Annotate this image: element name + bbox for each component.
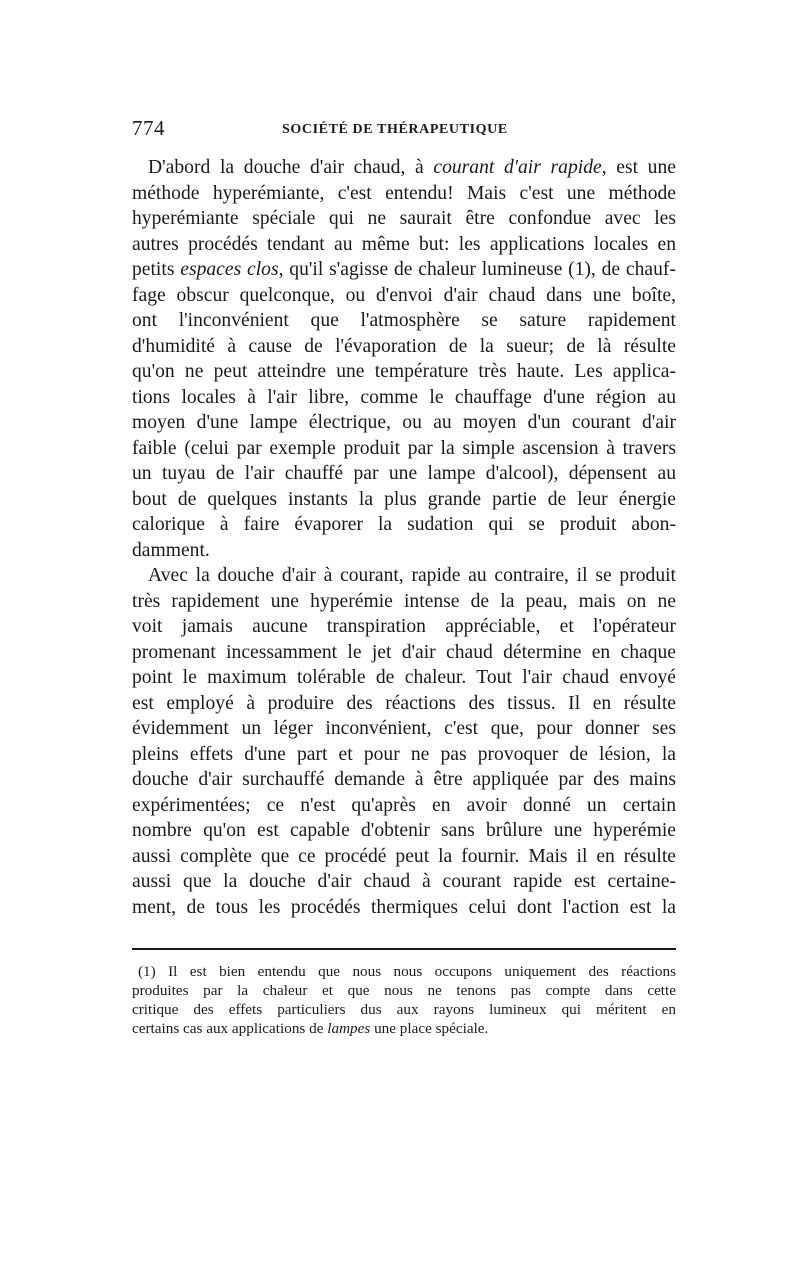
text-line: méthode hyperémiante, c'est entendu! Mais c'est une méthode (132, 182, 676, 204)
text-line: expérimentées; ce n'est qu'après en avoir donné un certain (132, 794, 676, 816)
text-line: moyen d'une lampe électrique, ou au moyen d'un courant d'air (132, 412, 676, 433)
text-line: Avec la douche d'air à courant, rapide au contraire, il se produit (148, 565, 676, 586)
text-line: point le maximum tolérable de chaleur. Tout l'air chaud envoyé (132, 667, 676, 688)
text-line: très rapidement une hyperémie intense de la peau, mais on ne (132, 590, 676, 612)
text-line: ment, de tous les procédés thermiques celui dont l'action est la (132, 896, 676, 918)
text-line: damment. (132, 539, 210, 561)
text-line: aussi complète que ce procédé peut la fournir. Mais il en résulte (132, 845, 676, 867)
text-line: qu'on ne peut atteindre une température très haute. Les applica- (132, 361, 676, 382)
text-line: fage obscur quelconque, ou d'envoi d'air chaud dans une boîte, (132, 284, 676, 306)
footnote-line: (1) Il est bien entendu que nous nous occupons uniquement des réactions (138, 963, 676, 980)
italic-phrase: courant d'air rapide (433, 157, 602, 178)
running-title: SOCIÉTÉ DE THÉRAPEUTIQUE (282, 122, 508, 137)
footnote-line: critique des effets particuliers dus aux rayons lumineux qui méritent en (132, 1001, 676, 1018)
text-line: bout de quelques instants la plus grande partie de leur énergie (132, 488, 676, 510)
text-line: faible (celui par exemple produit par la simple ascension à travers (132, 437, 676, 459)
footnote (132, 962, 676, 1038)
text-line: promenant incessamment le jet d'air chaud détermine en chaque (132, 641, 676, 663)
page-header (132, 116, 676, 146)
text-line: voit jamais aucune transpiration appréciable, et l'opérateur (132, 616, 676, 637)
text-line: calorique à faire évaporer la sudation qui se produit abon- (132, 514, 676, 535)
footnote-line: certains cas aux applications de lampes une place spéciale. (132, 1020, 489, 1037)
text-line: petits espaces clos, qu'il s'agisse de chaleur lumineuse (1), de chauf- (132, 259, 676, 280)
text-line: pleins effets d'une part et pour ne pas provoquer de lésion, la (132, 743, 676, 765)
text-line: est employé à produire des réactions des tissus. Il en résulte (132, 692, 676, 714)
text-line: aussi que la douche d'air chaud à courant rapide est certaine- (132, 871, 676, 892)
footnote-divider (132, 948, 676, 950)
text-line: autres procédés tendant au même but: les applications locales en (132, 233, 676, 255)
text-line: douche d'air surchauffé demande à être appliquée par des mains (132, 769, 676, 790)
text-line: hyperémiante spéciale qui ne saurait être confondue avec les (132, 208, 676, 229)
text-line: tions locales à l'air libre, comme le chauffage d'une région au (132, 386, 676, 408)
italic-phrase: espaces clos (180, 259, 279, 280)
footnote-line: produites par la chaleur et que nous ne tenons pas compte dans cette (132, 982, 676, 999)
italic-phrase: lampes (327, 1020, 371, 1037)
text-line: un tuyau de l'air chauffé par une lampe d'alcool), dépensent au (132, 463, 676, 484)
text-line: D'abord la douche d'air chaud, à courant d'air rapide, est une (148, 157, 676, 178)
text-line: nombre qu'on est capable d'obtenir sans brûlure une hyperémie (132, 820, 676, 841)
body-text (132, 155, 676, 920)
page-number: 774 (132, 116, 165, 140)
text-line: ont l'inconvénient que l'atmosphère se sature rapidement (132, 310, 676, 331)
text-line: évidemment un léger inconvénient, c'est que, pour donner ses (132, 718, 676, 739)
text-line: d'humidité à cause de l'évaporation de la sueur; de là résulte (132, 335, 676, 357)
